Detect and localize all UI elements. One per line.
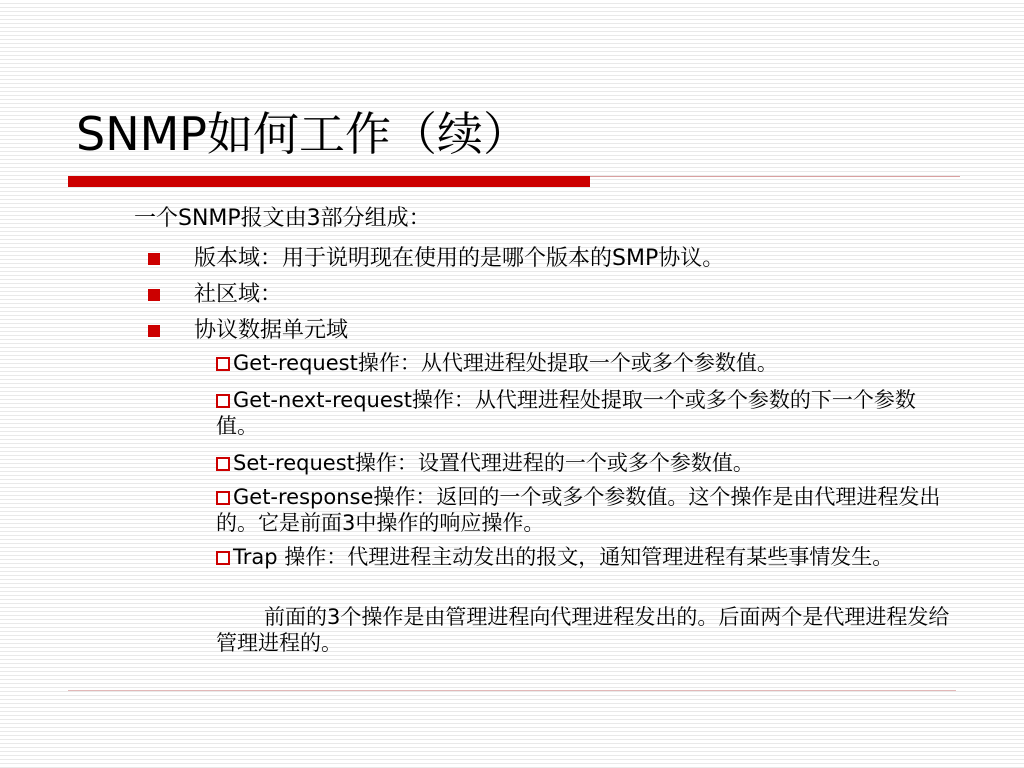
square-bullet-icon <box>148 253 160 265</box>
hollow-square-bullet-icon <box>216 357 230 371</box>
closing-note: 前面的3个操作是由管理进程向代理进程发出的。后面两个是代理进程发给管理进程的。 <box>216 605 950 655</box>
slide-title: SNMP如何工作（续） <box>76 107 530 161</box>
hollow-square-bullet-icon <box>216 551 230 565</box>
bullet-text: 社区域： <box>194 282 283 307</box>
square-bullet-icon <box>148 289 160 301</box>
bullet-text: 协议数据单元域 <box>194 318 349 343</box>
operation-text: Set-request操作：设置代理进程的一个或多个参数值。 <box>233 451 754 475</box>
operation-text: Get-response操作：返回的一个或多个参数值。这个操作是由代理进程发出的。它是前面3中操作的响应操作。 <box>216 485 941 535</box>
square-bullet-icon <box>148 325 160 337</box>
operation-text: Get-request操作：从代理进程处提取一个或多个参数值。 <box>233 351 778 375</box>
bullet-text: 版本域：用于说明现在使用的是哪个版本的SMP协议。 <box>194 246 725 271</box>
hollow-square-bullet-icon <box>216 491 230 505</box>
bottom-divider <box>68 690 956 691</box>
intro-text: 一个SNMP报文由3部分组成： <box>134 206 431 231</box>
sub-bullet-item <box>216 350 952 376</box>
sub-bullet-item <box>216 544 952 570</box>
sub-bullet-item <box>216 484 952 536</box>
sub-bullet-item <box>216 450 952 476</box>
title-underline-line <box>590 176 960 177</box>
hollow-square-bullet-icon <box>216 457 230 471</box>
operation-text: Get-next-request操作：从代理进程处提取一个或多个参数的下一个参数值。 <box>216 388 916 438</box>
sub-bullet-item <box>216 387 952 439</box>
hollow-square-bullet-icon <box>216 394 230 408</box>
operation-text: Trap 操作：代理进程主动发出的报文，通知管理进程有某些事情发生。 <box>233 545 894 569</box>
title-underline-bar <box>68 176 590 187</box>
